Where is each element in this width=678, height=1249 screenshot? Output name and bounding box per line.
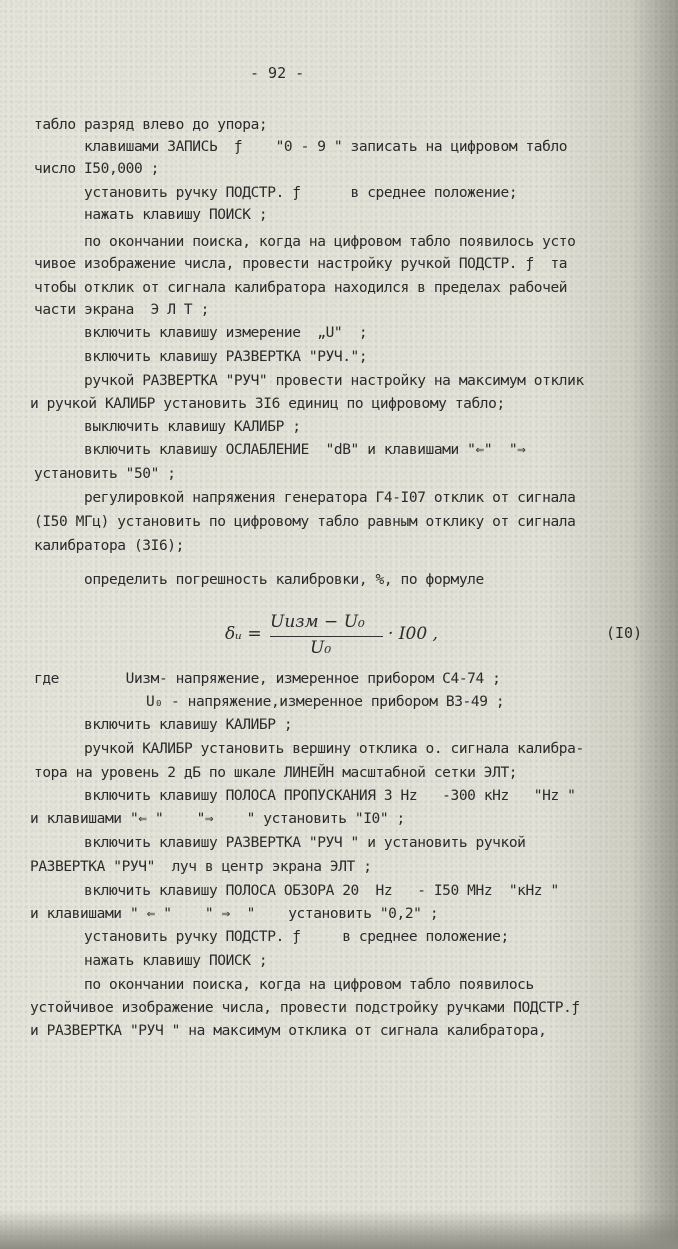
text-line: где Uизм- напряжение, измеренное прибором С4-74 ;	[34, 671, 501, 687]
text-line: включить клавишу КАЛИБР ;	[84, 717, 293, 733]
formula-denominator: U₀	[310, 638, 332, 658]
calibration-error-formula	[225, 612, 475, 662]
text-line: установить "50" ;	[34, 466, 176, 482]
formula-numerator: Uизм − U₀	[270, 612, 365, 632]
text-line: чивое изображение числа, провести настройку ручкой ПОДСТР. ƒ та	[34, 256, 568, 272]
text-line: табло разряд влево до упора;	[34, 117, 268, 133]
text-line: чтобы отклик от сигнала калибратора находился в пределах рабочей	[34, 280, 568, 296]
text-line: выключить клавишу КАЛИБР ;	[84, 419, 301, 435]
text-line: установить ручку ПОДСТР. ƒ в среднее положение;	[84, 185, 518, 201]
text-line: и ручкой КАЛИБР установить 3I6 единиц по цифровому табло;	[30, 396, 505, 412]
text-line: устойчивое изображение числа, провести подстройку ручками ПОДСТР.ƒ	[30, 1000, 580, 1016]
text-line: ручкой РАЗВЕРТКА "РУЧ" провести настройку на максимум отклик	[84, 373, 584, 389]
text-line: число I50,000 ;	[34, 161, 159, 177]
text-line: (I50 МГц) установить по цифровому табло равным отклику от сигнала	[34, 514, 576, 530]
text-line: U₀ - напряжение,измеренное прибором В3-49 ;	[146, 694, 505, 710]
text-line: и РАЗВЕРТКА "РУЧ " на максимум отклика от сигнала калибратора,	[30, 1023, 547, 1039]
text-line: включить клавишу ПОЛОСА ОБЗОРА 20 Hz - I50 MHz "кHz "	[84, 883, 559, 899]
text-line: определить погрешность калибровки, %, по формуле	[84, 572, 484, 588]
text-line: включить клавишу измерение „U" ;	[84, 325, 368, 341]
text-line: регулировкой напряжения генератора Г4-I07 отклик от сигнала	[84, 490, 576, 506]
text-line: тора на уровень 2 дБ по шкале ЛИНЕЙН масштабной сетки ЭЛТ;	[34, 765, 518, 781]
text-line: клавишами ЗАПИСЬ ƒ "0 - 9 " записать на цифровом табло	[84, 139, 568, 155]
text-line: нажать клавишу ПОИСК ;	[84, 207, 268, 223]
text-line: включить клавишу РАЗВЕРТКА "РУЧ.";	[84, 349, 368, 365]
equation-number: (I0)	[606, 624, 643, 642]
text-line: включить клавишу ПОЛОСА ПРОПУСКАНИЯ 3 Hz -300 кHz "Hz "	[84, 788, 576, 804]
fraction-bar	[270, 636, 383, 637]
text-line: и клавишами " ⇐ " " ⇒ " установить "0,2" ;	[30, 906, 439, 922]
text-line: ручкой КАЛИБР установить вершину отклика о. сигнала калибра-	[84, 741, 584, 757]
page-number: - 92 -	[250, 64, 305, 82]
text-line: включить клавишу РАЗВЕРТКА "РУЧ " и установить ручкой	[84, 835, 526, 851]
text-line: установить ручку ПОДСТР. ƒ в среднее положение;	[84, 929, 509, 945]
scan-edge-shadow	[0, 1210, 678, 1249]
text-line: РАЗВЕРТКА "РУЧ" луч в центр экрана ЭЛТ ;	[30, 859, 372, 875]
text-line: и клавишами "⇐ " "⇒ " установить "I0" ;	[30, 811, 405, 827]
text-line: нажать клавишу ПОИСК ;	[84, 953, 268, 969]
text-line: части экрана Э Л Т ;	[34, 302, 209, 318]
text-line: включить клавишу ОСЛАБЛЕНИЕ "dB" и клавишами "⇐" "⇒	[84, 442, 526, 458]
text-line: по окончании поиска, когда на цифровом табло появилось усто	[84, 234, 576, 250]
text-line: по окончании поиска, когда на цифровом табло появилось	[84, 977, 534, 993]
formula-lhs: δᵤ =	[225, 624, 262, 644]
text-line: калибратора (3I6);	[34, 538, 184, 554]
formula-multiplier: · I00 ,	[388, 624, 438, 644]
